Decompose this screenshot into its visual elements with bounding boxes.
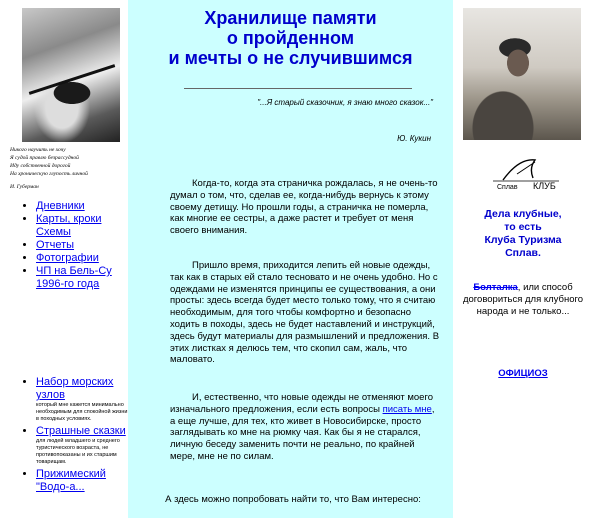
nav-link-prizhimesky[interactable]: Прижимеский "Водо-а... bbox=[36, 468, 106, 493]
nav-link-knots[interactable]: Набор морских узлов bbox=[36, 376, 114, 401]
nav-link-maps[interactable]: Карты, кроки Схемы bbox=[36, 213, 102, 238]
main-content bbox=[128, 0, 453, 518]
nav-item bbox=[36, 239, 128, 252]
nav-link-diaries[interactable]: Дневники bbox=[36, 200, 85, 212]
nav-link-photos[interactable]: Фотографии bbox=[36, 252, 99, 264]
right-column bbox=[453, 0, 594, 518]
title-line: Хранилище памяти bbox=[204, 8, 377, 28]
nav-link-reports[interactable]: Отчеты bbox=[36, 239, 75, 251]
forum-link[interactable]: Болталка bbox=[473, 282, 518, 293]
epigraph: "...Я старый сказочник, я знаю много сказок..." bbox=[257, 98, 433, 107]
club-heading-line: Клуба Туризма bbox=[484, 234, 562, 246]
left-column bbox=[0, 0, 128, 518]
nav-item bbox=[36, 468, 128, 494]
nav-item bbox=[36, 252, 128, 265]
title-line: о пройденном bbox=[226, 28, 355, 48]
logo-text-right: КЛУБ bbox=[533, 181, 556, 191]
nav-description: который мне кажется минимально необходимым для спокойной жизни в походных условиях. bbox=[36, 402, 128, 422]
club-heading-line: то есть bbox=[504, 221, 542, 233]
nav-item bbox=[36, 425, 128, 466]
nav-link-emergency[interactable]: ЧП на Бель-Су 1996-го года bbox=[36, 265, 112, 290]
nav-description: для людей младшего и среднего туристического возраста, не противопоказаны и их старшим товарищам. bbox=[36, 438, 120, 465]
paragraph-text: , а еще лучше, для тех, кто живет в Новосибирске, просто заглядывать ко мне на рюмку чая. Как бы я не старался, личную беседу заменить почти не реально, по крайней мере, мне не по силам. bbox=[170, 403, 435, 462]
club-heading bbox=[457, 208, 589, 260]
quote-line: На хроническую глупость личной bbox=[10, 171, 88, 177]
paragraph-text: Когда-то, когда эта страничка рождалась, я не очень-то думал о том, что, сделав ее, когда-нибудь вернусь к этому своему детищу. Но прошли годы, а страничка не померла, как многие ее сестры, а даже растет и требует от меня своего внимания. bbox=[170, 178, 438, 237]
club-heading-line: Дела клубные, bbox=[484, 208, 562, 220]
nav-item bbox=[36, 376, 128, 423]
quote-line: Никого научить не хочу bbox=[10, 147, 66, 153]
forum-description-text: , или способ договориться для клубного народа и не только... bbox=[462, 282, 584, 317]
quote-author: И. Губерман bbox=[10, 184, 39, 190]
paragraph-text: Пришло время, приходится лепить ей новые одежды, так как в старых ей стало тесновато и не очень удобно. Но с одеждами не изменятся принципы ее существования, а они просты: здесь всегда будет место только тому, что я считаю необходимым, для того чтобы комфортно и безопасно ходить в походы, здесь не будет наставлений и инструкций, здесь будут материалы для размышлений и предложения. В этих листках я делюсь тем, что скопил сам, жаль, что маловато. bbox=[170, 260, 440, 366]
write-me-link[interactable]: писать мне bbox=[382, 403, 432, 415]
nav-link-scary-tales[interactable]: Страшные сказки bbox=[36, 425, 126, 437]
guberman-quote bbox=[10, 146, 128, 191]
club-heading-line: Сплав. bbox=[505, 247, 541, 259]
official-link[interactable]: ОФИЦИОЗ bbox=[498, 368, 548, 379]
quote-line: Я судой правлю безрассудной bbox=[10, 155, 79, 161]
nav-item bbox=[36, 265, 128, 291]
nav-item bbox=[36, 213, 128, 239]
page-title bbox=[128, 8, 453, 68]
paragraph-text: И, естественно, что новые одежды не отменяют моего изначального предложения, если есть вопросы bbox=[170, 392, 433, 415]
principles-paragraph bbox=[170, 260, 440, 366]
contact-paragraph bbox=[170, 392, 440, 463]
nav-item bbox=[36, 200, 128, 213]
quote-line: Иду собственной дорогой bbox=[10, 163, 71, 169]
epigraph-author: Ю. Кукин bbox=[397, 134, 431, 143]
main-nav bbox=[8, 200, 128, 291]
club-logo[interactable] bbox=[489, 152, 563, 192]
extra-nav bbox=[8, 376, 128, 494]
divider bbox=[184, 88, 412, 89]
club-forum-description bbox=[457, 282, 589, 318]
find-paragraph: А здесь можно попробовать найти то, что Вам интересно: bbox=[165, 494, 421, 505]
title-line: и мечты о не случившимся bbox=[168, 48, 413, 68]
intro-paragraph bbox=[170, 178, 440, 237]
portrait-photo bbox=[463, 8, 581, 140]
logo-text-left: Сплав bbox=[497, 184, 518, 191]
kayak-photo bbox=[22, 8, 120, 142]
